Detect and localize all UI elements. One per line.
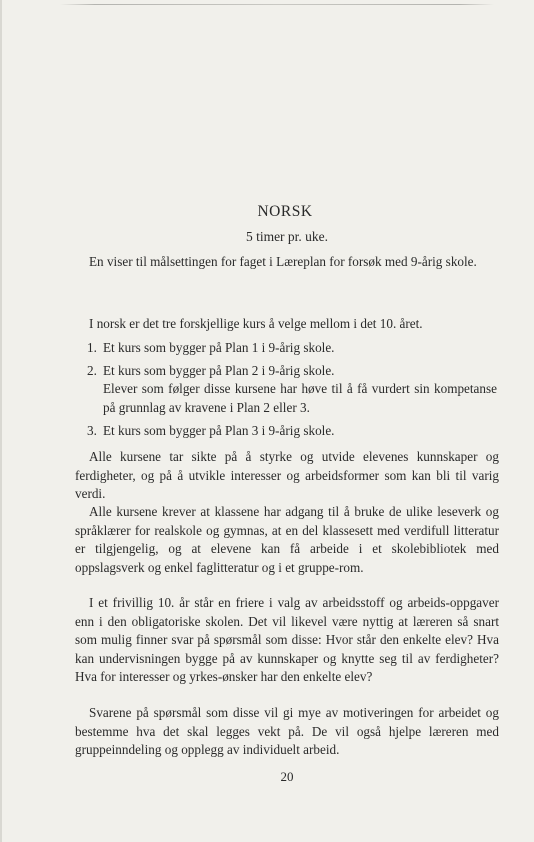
course-text: Et kurs som bygger på Plan 2 i 9-årig skole.	[103, 363, 335, 378]
course-item	[87, 339, 497, 358]
course-number: 1.	[87, 340, 97, 355]
course-text: Et kurs som bygger på Plan 3 i 9-årig skole.	[103, 423, 335, 438]
body-paragraph	[75, 594, 499, 687]
body-paragraph-text: Svarene på spørsmål som disse vil gi mye av motiveringen for arbeidet og bestemme hva det skal legges vekt på. De vil også hjelpe læreren med gruppeinndeling og opplegg av individuelt arbeid.	[75, 705, 499, 758]
body-paragraph	[75, 503, 499, 577]
course-item	[87, 362, 497, 381]
course-item	[87, 422, 497, 441]
course-note-text: Elever som følger disse kursene har høve til å få vurdert sin kompetanse på grunnlag av kravene i Plan 2 eller 3.	[103, 381, 497, 415]
body-paragraph-text: I et frivillig 10. år står en friere i valg av arbeidsstoff og arbeids-oppgaver enn i den obligatoriske skolen. Det vil likevel være nyttig at læreren så snart som mulig finner svar på spørsmål som disse: Hvor står den enkelte elev? Hva kan undervisningen bygge på av kunnskaper og knytte seg til av ferdigheter? Hva for interesser og yrkes-ønsker har den enkelte elev?	[75, 595, 499, 685]
page-title: NORSK	[257, 203, 313, 220]
page-edge	[0, 0, 2, 842]
body-paragraph	[75, 704, 499, 760]
body-paragraph-text: Alle kursene krever at klassene har adgang til å bruke de ulike leseverk og språklærer for realskole og gymnas, at en del klassesett med verdifull litteratur er tilgjengelig, og at elevene kan få arbeide i et skolebibliotek med oppslagsverk og enkel faglitteratur og i et gruppe-rom.	[75, 504, 499, 575]
intro-text: En viser til målsettingen for faget i Læreplan for forsøk med 9-årig skole.	[89, 254, 477, 269]
page-number: 20	[280, 769, 294, 784]
intro-paragraph	[75, 253, 499, 272]
course-number: 3.	[87, 423, 97, 438]
body-paragraph	[75, 448, 499, 504]
course-text: Et kurs som bygger på Plan 1 i 9-årig skole.	[103, 340, 335, 355]
body-paragraph-text: Alle kursene tar sikte på å styrke og utvide elevenes kunnskaper og ferdigheter, og på å utvikle interesser og arbeidsformer som kan bli til varig verdi.	[75, 449, 499, 502]
course-number: 2.	[87, 363, 97, 378]
top-edge-rule	[60, 4, 494, 5]
course-note	[103, 380, 497, 417]
hours-subtitle: 5 timer pr. uke.	[245, 229, 329, 244]
courses-intro-paragraph	[75, 315, 499, 334]
courses-intro-text: I norsk er det tre forskjellige kurs å velge mellom i det 10. året.	[89, 316, 423, 331]
